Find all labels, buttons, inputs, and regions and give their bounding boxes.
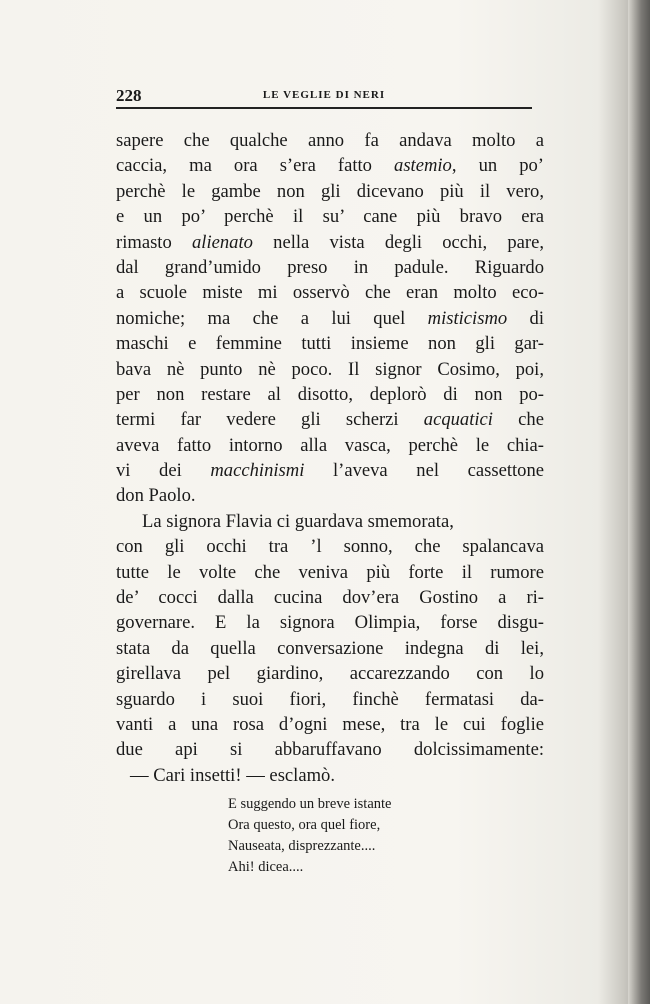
text-line bbox=[116, 737, 544, 762]
verse-line: Ahi! dicea.... bbox=[228, 859, 304, 875]
text-run: maschi e femmine tutti insieme non gli gar- bbox=[116, 333, 544, 355]
text-line bbox=[116, 534, 544, 559]
text-run: termi far vedere gli scherzi bbox=[116, 409, 424, 431]
running-title: LE VEGLIE DI NERI bbox=[262, 89, 386, 101]
text-run: e un po’ perchè il su’ cane più bravo era bbox=[116, 206, 544, 228]
text-run: che bbox=[492, 409, 544, 431]
text-run: nella vista degli occhi, pare, bbox=[252, 231, 545, 253]
text-run: di bbox=[507, 307, 544, 329]
text-run: girellava pel giardino, accarezzando con lo bbox=[116, 663, 544, 685]
verse-line: Ora questo, ora quel fiore, bbox=[228, 817, 381, 833]
text-run: perchè le gambe non gli dicevano più il vero, bbox=[116, 180, 544, 202]
text-line bbox=[116, 280, 544, 305]
text-line bbox=[116, 687, 544, 712]
text-run: sguardo i suoi fiori, finchè fermatasi da- bbox=[116, 688, 544, 710]
text-line bbox=[116, 763, 544, 788]
text-line bbox=[116, 128, 544, 153]
verse-line: Nauseata, disprezzante.... bbox=[228, 838, 376, 854]
text-run: , un po’ bbox=[451, 155, 544, 177]
text-run: — Cari insetti! — esclamò. bbox=[130, 764, 336, 786]
text-line bbox=[116, 407, 544, 432]
italic-word: alienato bbox=[192, 231, 253, 253]
text-line bbox=[116, 382, 544, 407]
text-run: tutte le volte che veniva più forte il rumore bbox=[116, 561, 544, 583]
text-run: stata da quella conversazione indegna di lei, bbox=[116, 637, 544, 659]
body-text bbox=[116, 128, 544, 788]
italic-word: acquatici bbox=[423, 409, 493, 431]
italic-word: misticismo bbox=[427, 307, 508, 329]
text-run: governare. E la signora Olimpia, forse disgu- bbox=[116, 612, 544, 634]
italic-word: macchinismi bbox=[210, 460, 305, 482]
text-run: l’aveva nel cassettone bbox=[304, 460, 544, 482]
verse-line: E suggendo un breve istante bbox=[228, 796, 392, 812]
text-run: sapere che qualche anno fa andava molto a bbox=[116, 130, 544, 151]
text-line bbox=[116, 509, 544, 534]
text-run: vi dei bbox=[116, 460, 211, 482]
text-run: a scuole miste mi osservò che eran molto eco- bbox=[116, 282, 544, 304]
text-line bbox=[116, 483, 544, 508]
text-run: rimasto bbox=[116, 231, 192, 253]
verse-quote bbox=[228, 794, 392, 878]
text-line bbox=[116, 636, 544, 661]
text-line bbox=[116, 357, 544, 382]
text-line bbox=[116, 204, 544, 229]
text-run: de’ cocci dalla cucina dov’era Gostino a ri- bbox=[116, 587, 544, 609]
text-run: caccia, ma ora s’era fatto bbox=[116, 155, 395, 177]
text-run: bava nè punto nè poco. Il signor Cosimo, poi, bbox=[116, 358, 544, 380]
text-line bbox=[116, 610, 544, 635]
text-run: nomiche; ma che a lui quel bbox=[116, 307, 428, 329]
page-number: 228 bbox=[116, 86, 142, 105]
text-line bbox=[116, 179, 544, 204]
text-run: don Paolo. bbox=[116, 485, 196, 507]
italic-word: astemio bbox=[394, 155, 452, 177]
text-line bbox=[116, 230, 544, 255]
text-line bbox=[116, 560, 544, 585]
text-run: La signora Flavia ci guardava smemorata, bbox=[142, 510, 454, 532]
text-run: vanti a una rosa d’ogni mese, tra le cui foglie bbox=[116, 713, 544, 735]
text-line bbox=[116, 712, 544, 737]
text-run: per non restare al disotto, deplorò di non po- bbox=[116, 383, 544, 405]
text-run: due api si abbaruffavano dolcissimamente: bbox=[116, 739, 544, 761]
text-run: aveva fatto intorno alla vasca, perchè le chia- bbox=[116, 434, 544, 456]
text-line bbox=[116, 433, 544, 458]
text-line bbox=[116, 585, 544, 610]
text-line bbox=[116, 331, 544, 356]
text-line bbox=[116, 306, 544, 331]
text-line bbox=[116, 153, 544, 178]
text-run: dal grand’umido preso in padule. Riguardo bbox=[116, 256, 544, 278]
text-line bbox=[116, 661, 544, 686]
text-line bbox=[116, 255, 544, 280]
text-line bbox=[116, 458, 544, 483]
page-edge-shadow bbox=[628, 0, 650, 1004]
text-run: con gli occhi tra ’l sonno, che spalancava bbox=[116, 536, 544, 558]
page-header bbox=[116, 86, 532, 108]
header-rule bbox=[116, 107, 532, 109]
